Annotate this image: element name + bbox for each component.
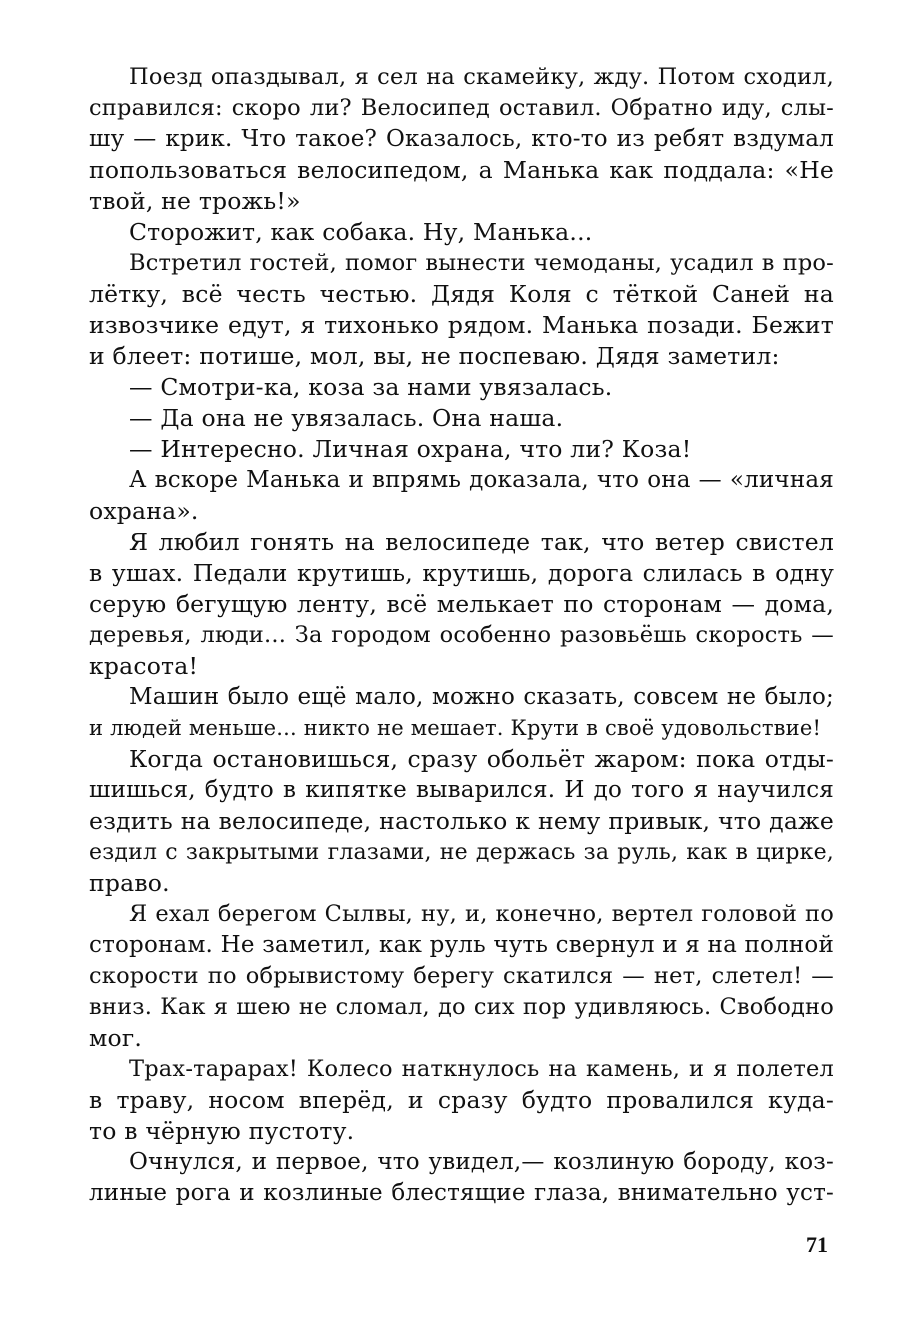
text-line: попользоваться велосипедом, а Манька как поддала: «Не [89, 156, 834, 184]
text-line: деревья, люди... За городом особенно разовьёшь скорость — [89, 622, 834, 648]
text-line: сторонам. Не заметил, как руль чуть свернул и я на полной [89, 932, 834, 958]
text-line: в траву, носом вперёд, и сразу будто провалился куда- [89, 1086, 834, 1114]
text-line: твой, не трожь!» [89, 187, 301, 215]
text-line: — Интересно. Личная охрана, что ли? Коза! [129, 435, 692, 463]
text-line: Встретил гостей, помог вынести чемоданы, усадил в про- [129, 250, 834, 276]
text-line: — Смотри-ка, коза за нами увязалась. [129, 373, 613, 401]
text-line: шу — крик. Что такое? Оказалось, кто-то из ребят вздумал [89, 126, 834, 152]
text-line: и людей меньше... никто не мешает. Крути в своё удовольствие! [89, 716, 822, 740]
text-line: справился: скоро ли? Велосипед оставил. Обратно иду, слы- [89, 95, 834, 121]
text-line: извозчике едут, я тихонько рядом. Манька позади. Бежит [89, 311, 834, 339]
text-line: Очнулся, и первое, что увидел,— козлиную бороду, коз- [129, 1149, 834, 1175]
text-line: ездить на велосипеде, настолько к нему привык, что даже [89, 807, 834, 835]
body-text [89, 62, 834, 1209]
text-line: скорости по обрывистому берегу скатился — нет, слетел! — [89, 963, 834, 989]
text-line: серую бегущую ленту, всё мелькает по сторонам — дома, [89, 590, 834, 618]
text-line: ездил с закрытыми глазами, не держась за руль, как в цирке, [89, 840, 834, 865]
text-line: вниз. Как я шею не сломал, до сих пор удивляюсь. Свободно [89, 994, 834, 1020]
text-line: — Да она не увязалась. Она наша. [129, 404, 564, 432]
text-line: Когда остановишься, сразу обольёт жаром: пока отды- [129, 745, 834, 773]
text-line: в ушах. Педали крутишь, крутишь, дорога слилась в одну [89, 559, 834, 587]
text-line: красота! [89, 652, 199, 680]
text-line: лётку, всё честь честью. Дядя Коля с тёткой Саней на [89, 280, 834, 308]
text-line: охрана». [89, 497, 199, 525]
text-line: Я любил гонять на велосипеде так, что ветер свистел [129, 528, 834, 556]
text-line: А вскоре Манька и впрямь доказала, что она — «личная [129, 467, 834, 493]
text-line: право. [89, 869, 170, 897]
text-line: то в чёрную пустоту. [89, 1117, 355, 1145]
text-line: Я ехал берегом Сылвы, ну, и, конечно, вертел головой по [129, 901, 834, 927]
text-line: линые рога и козлиные блестящие глаза, внимательно уст- [89, 1180, 834, 1206]
text-line: Сторожит, как собака. Ну, Манька... [129, 218, 593, 246]
text-line: Трах-тарарах! Колесо наткнулось на камень, и я полетел [129, 1056, 834, 1082]
text-line: мог. [89, 1024, 143, 1052]
text-line: шишься, будто в кипятке выварился. И до того я научился [89, 777, 834, 803]
page-number: 71 [806, 1232, 828, 1257]
text-line: Машин было ещё мало, можно сказать, совсем не было; [129, 684, 834, 710]
text-line: и блеет: потише, мол, вы, не поспеваю. Дядя заметил: [89, 342, 780, 370]
text-line: Поезд опаздывал, я сел на скамейку, жду. Потом сходил, [129, 64, 834, 90]
